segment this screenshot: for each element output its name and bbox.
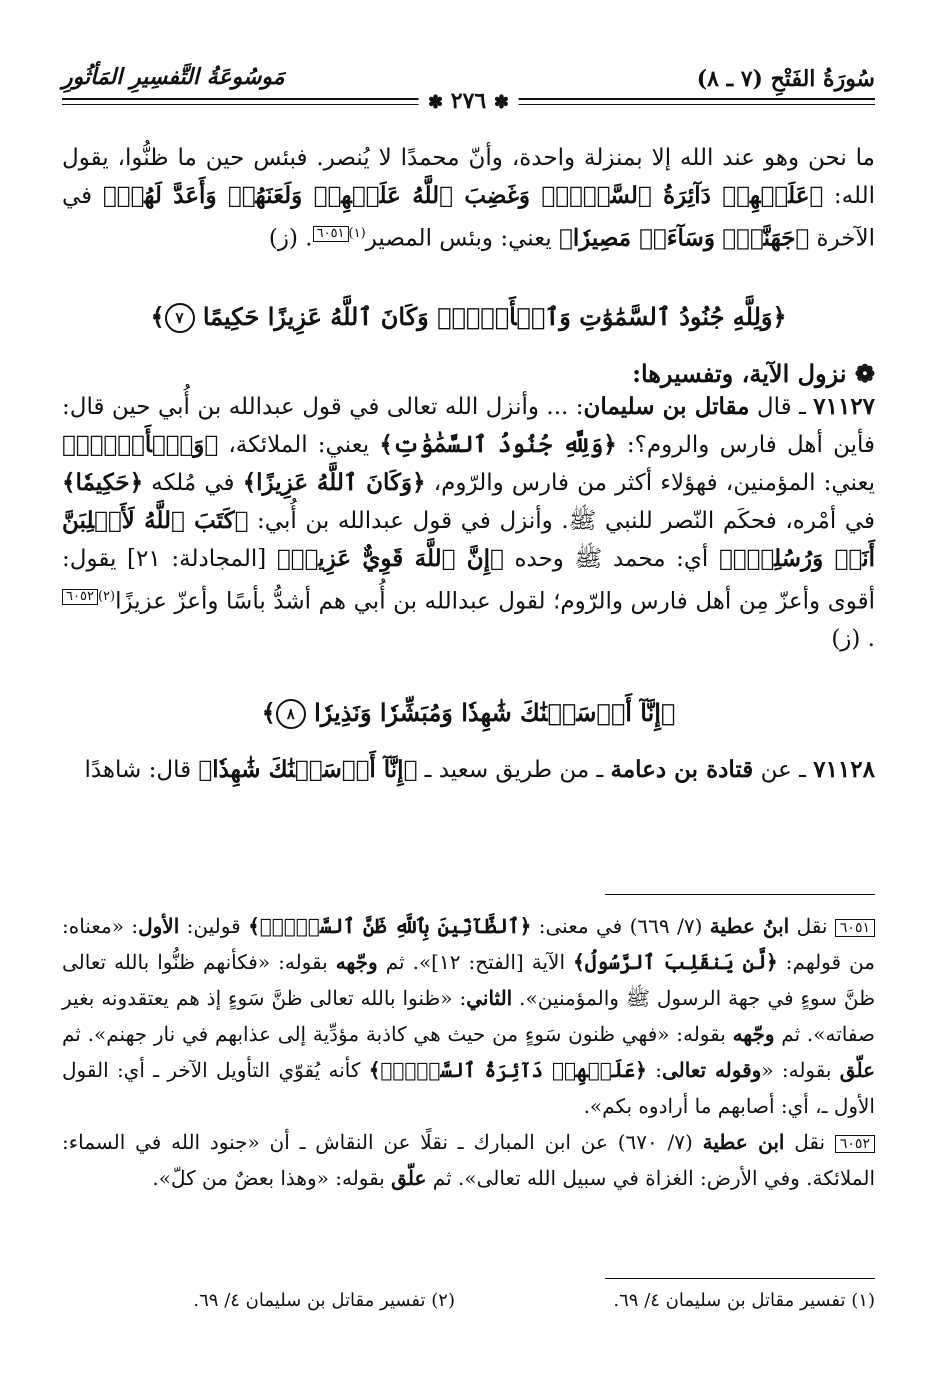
narrator-name: مقاتل بن سليمان (583, 393, 750, 421)
narration-71127: ٧١١٢٧ ـ قال مقاتل بن سليمان: ... وأنزل الله تعالى في قول عبدالله بن أُبي حين قال: فأين أهل فارس والروم؟: ﴿وَلِلَّهِ جُنُودُ ٱلسَّمَٰوَٰتِ﴾ يعني: الملائكة، ﴿وَٱلۡأَرۡضِۚ﴾ يعني: المؤمنين، فهؤلاء أكثر من فارس والرّوم، ﴿وَكَانَ ٱللَّهُ عَزِيزًا﴾ في مُلكه ﴿حَكِيمٗا﴾ في أمْره، فحكَم النّصر للنبي ﷺ. وأنزل في قول عبدالله بن أُبي: ﴿كَتَبَ ٱللَّهُ لَأَغۡلِبَنَّ أَنَا۠ وَرُسُلِيٓۚ﴾ أي: محمد ﷺ وحده ﴿إِنَّ ٱللَّهَ قَوِيٌّ عَزِيزٞ﴾ [المجادلة: ٢١] يقول: أقوى وأعزّ مِن أهل فارس والرّوم؛ لقول عبدالله بن أُبي هم أشدُّ بأسًا وأعزّ عزيزًا$^{(٢)}$٦٠٥٢. (ز) (62, 393, 876, 652)
quran-quote: ﴿إِنَّ ٱللَّهَ قَوِيٌّ عَزِيزٞ﴾ (276, 545, 504, 573)
narration-number: ٧١١٢٨ (813, 756, 875, 784)
continuation-paragraph: ما نحن وهو عند الله إلا بمنزلة واحدة، وأنّ محمدًا لا يُنصر. فبئس حين ما ظنُّوا، يقول الله: ﴿عَلَيۡهِمۡ دَآئِرَةُ ٱلسَّوۡءِۖ وَغَضِبَ ٱللَّهُ عَلَيۡهِمۡ وَلَعَنَهُمۡ وَأَعَدَّ لَهُمۡ﴾ في الآخرة ﴿جَهَنَّمَۖ وَسَآءَتۡ مَصِيرٗا﴾ يعني: وبئس المصير$^{(١)}$٦٠٥١. (ز) (62, 145, 875, 252)
quran-quote: ﴿كَتَبَ ٱللَّهُ لَأَغۡلِبَنَّ أَنَا۠ وَرُسُلِيٓۚ﴾ (62, 507, 875, 573)
page-number-text: ٢٧٦ (450, 88, 487, 114)
quran-quote: ﴿وَكَانَ ٱللَّهُ عَزِيزًا﴾ (242, 469, 426, 497)
page-number (418, 88, 519, 114)
ornament-icon: ✽ (493, 92, 509, 113)
running-header (62, 58, 875, 122)
quran-quote: ﴿عَلَيۡهِمۡ دَآئِرَةُ ٱلسَّوۡءِۖ وَغَضِبَ ٱللَّهُ عَلَيۡهِمۡ وَلَعَنَهُمۡ وَأَعَدَّ لَهُمۡ﴾ (102, 182, 824, 209)
ayah-number-icon: ٧ (165, 303, 195, 333)
quran-quote: ﴿حَكِيمٗا﴾ (62, 469, 144, 497)
note-6052: ٦٠٥٢ نقل ابن عطية (٧/ ٦٧٠) عن ابن المبارك ـ نقلًا عن النقاش ـ أن «جنود الله في السماء: الملائكة. وفي الأرض: الغزاة في سبيل الله تعالى». ثم علّق بقوله: «وهذا بعضٌ من كلّ». (62, 1130, 875, 1190)
book-title: مَوسُوعَةُ التَّفسِيرِ المَأثُورِ (62, 64, 285, 90)
ayah-number-icon: ٨ (276, 699, 306, 729)
quran-quote: ﴿وَلِلَّهِ جُنُودُ ٱلسَّمَٰوَٰتِ﴾ (379, 431, 617, 459)
footnote-marker[interactable]: (٢) (97, 589, 116, 605)
quran-quote: ﴿عَلَيۡهِمۡ دَآئِرَةُ ٱلسَّوۡءِۖ﴾ (368, 1058, 647, 1082)
note-6051: ٦٠٥١ نقل ابنُ عطية (٧/ ٦٦٩) في معنى: ﴿ٱلظَّآنِّينَ بِٱللَّهِ ظَنَّ ٱلسَّوۡءِۚ﴾ قولين: الأول: «معناه: من قولهم: ﴿لَّن يَنقَلِبَ ٱلرَّسُولُ﴾ الآية [الفتح: ١٢]». ثم وجّهه بقوله: «فكأنهم ظنُّوا بالله تعالى ظنَّ سوءٍ في جهة الرسول ﷺ والمؤمنين». الثاني: «ظنوا بالله تعالى ظنَّ سَوءٍ إذ هم يعتقدونه بغير صفاته». ثم وجّهه بقوله: «فهي ظنون سَوءٍ من حيث هي كاذبة مؤدِّية إلى عذابهم في نار جهنم». ثم علّق بقوله: «وقوله تعالى: ﴿عَلَيۡهِمۡ دَآئِرَةُ ٱلسَّوۡءِۖ﴾ كأنه يُقوّي التأويل الآخر ـ أي: القول الأول ـ، أي: أصابهم ما أرادوه بكم». (62, 914, 876, 1118)
verse-8: ﴿إِنَّآ أَرۡسَلۡنَٰكَ شَٰهِدٗا وَمُبَشِّرٗا وَنَذِيرٗا ٨﴾ (62, 698, 875, 730)
main-text (62, 140, 875, 789)
quran-quote: ﴿إِنَّآ أَرۡسَلۡنَٰكَ شَٰهِدٗا﴾ (198, 756, 418, 784)
note-ref-box: ٦٠٥١ (835, 919, 875, 937)
narrator-name: قتادة بن دعامة (610, 756, 754, 784)
quran-quote: ﴿لَّن يَنقَلِبَ ٱلرَّسُولُ﴾ (573, 950, 778, 974)
section-heading: ❁ نزول الآية، وتفسيرها: (632, 359, 875, 389)
commentary-notes (62, 908, 875, 1196)
footnote-marker[interactable]: (١) (348, 226, 366, 241)
verse-text: ﴿إِنَّآ أَرۡسَلۡنَٰكَ شَٰهِدٗا وَمُبَشِّرٗا وَنَذِيرٗا (314, 697, 676, 727)
narration-71128: ٧١١٢٨ ـ عن قتادة بن دعامة ـ من طريق سعيد ـ ﴿إِنَّآ أَرۡسَلۡنَٰكَ شَٰهِدٗا﴾ قال: شاهدًا (84, 756, 875, 784)
quran-quote: ﴿جَهَنَّمَۖ (722, 224, 810, 252)
notes-divider (605, 894, 875, 895)
quran-quote: ﴿ٱلظَّآنِّينَ بِٱللَّهِ ظَنَّ ٱلسَّوۡءِۚ﴾ (248, 914, 532, 938)
quran-quote: وَسَآءَتۡ مَصِيرٗا﴾ (559, 224, 715, 252)
verse-7: ﴿وَلِلَّهِ جُنُودُ ٱلسَّمَٰوَٰتِ وَٱلۡأَرۡضِۚ وَكَانَ ٱللَّهُ عَزِيزًا حَكِيمًا ٧﴾ (62, 302, 875, 334)
surah-heading: سُورَةُ الفَتْحِ (٧ ـ ٨) (696, 66, 875, 92)
quran-quote: ﴿وَٱلۡأَرۡضِۚ﴾ (62, 431, 219, 459)
footnote-2: (٢) تفسير مقاتل بن سليمان ٤/ ٦٩. (193, 1290, 455, 1311)
narration-number: ٧١١٢٧ (813, 393, 876, 421)
footnote-1: (١) تفسير مقاتل بن سليمان ٤/ ٦٩. (613, 1290, 875, 1311)
verse-text: ﴿وَلِلَّهِ جُنُودُ ٱلسَّمَٰوَٰتِ وَٱلۡأَرۡضِۚ وَكَانَ ٱللَّهُ عَزِيزًا حَكِيمًا (202, 301, 787, 331)
ornament-icon: ✽ (428, 92, 444, 113)
footnotes-divider (605, 1278, 875, 1279)
commentary-ref-box[interactable]: ٦٠٥٢ (62, 589, 98, 605)
commentary-ref-box[interactable]: ٦٠٥١ (313, 226, 349, 242)
note-ref-box: ٦٠٥٢ (835, 1135, 875, 1153)
